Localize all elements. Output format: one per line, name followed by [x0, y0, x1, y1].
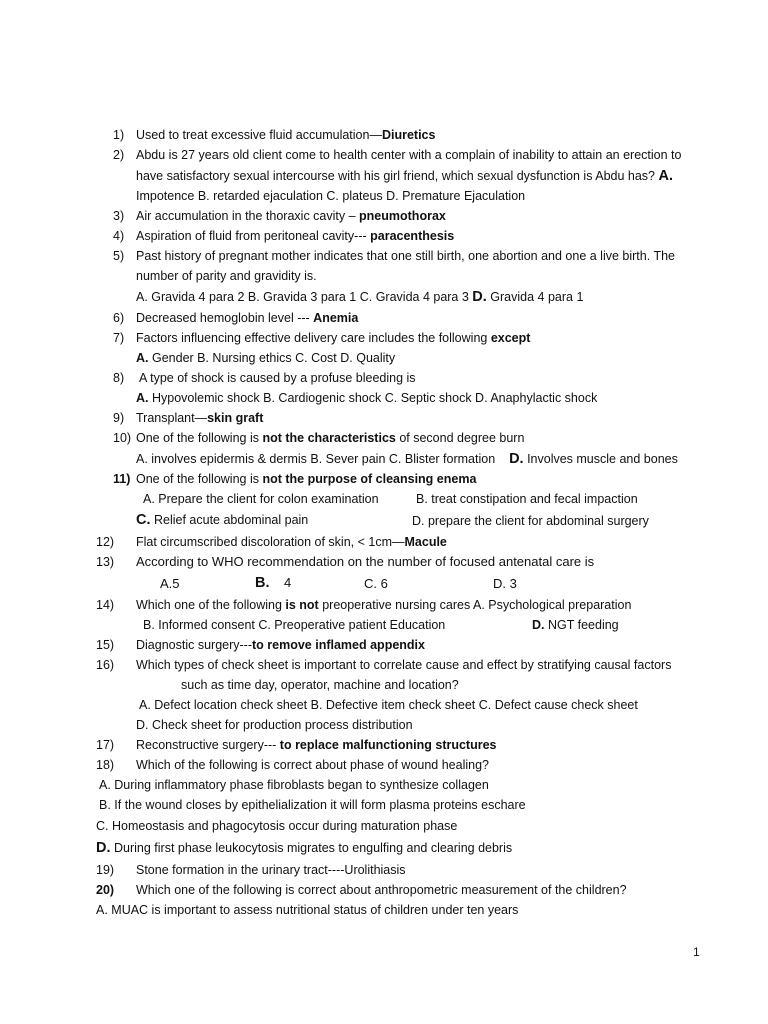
question-2-options: Impotence B. retarded ejaculation C. plateus D. Premature Ejaculation	[136, 189, 526, 203]
question-18-option-b: B. If the wound closes by epithelialization it will form plasma proteins eschare	[99, 798, 526, 812]
question-18-option-c: C. Homeostasis and phagocytosis occur during maturation phase	[96, 819, 458, 833]
question-19: Stone formation in the urinary tract----Urolithiasis	[136, 863, 406, 877]
answer: Anemia	[313, 311, 359, 325]
answer: Diuretics	[381, 128, 436, 142]
question-number: 19)	[96, 863, 115, 877]
question-16-option-d: D. Check sheet for production process distribution	[136, 718, 413, 732]
question-18-option-a: A. During inflammatory phase fibroblasts began to synthesize collagen	[99, 778, 489, 792]
question-1: Used to treat excessive fluid accumulation—Diuretics	[136, 128, 436, 142]
answer: paracenthesis	[370, 229, 455, 243]
question-number: 4)	[113, 229, 125, 243]
question-number: 2)	[113, 148, 125, 162]
question-13-option-a: A.5	[160, 576, 180, 591]
page-number: 1	[693, 945, 700, 959]
question-8: A type of shock is caused by a profuse bleeding is	[139, 371, 416, 385]
question-11-option-a: A. Prepare the client for colon examination	[143, 492, 379, 506]
question-5-line-1: Past history of pregnant mother indicates that one still birth, one abortion and one a live birth. The	[136, 249, 675, 263]
question-14: Which one of the following is not preoperative nursing cares A. Psychological preparation	[136, 598, 632, 612]
question-11-option-c: C. Relief acute abdominal pain	[136, 512, 309, 528]
answer: skin graft	[207, 411, 264, 425]
question-11-option-d: D. prepare the client for abdominal surgery	[412, 514, 649, 528]
question-3: Air accumulation in the thoraxic cavity – pneumothorax	[136, 209, 446, 223]
question-number: 12)	[96, 535, 115, 549]
question-14-option-d: D. NGT feeding	[532, 618, 619, 632]
question-18-option-d: D. During first phase leukocytosis migrates to engulfing and clearing debris	[96, 840, 513, 856]
question-11-option-b: B. treat constipation and fecal impaction	[416, 492, 638, 506]
question-number: 10)	[113, 431, 132, 445]
question-13-option-c: C. 6	[364, 576, 388, 591]
question-number: 6)	[113, 311, 125, 325]
question-8-options: A. Hypovolemic shock B. Cardiogenic shock C. Septic shock D. Anaphylactic shock	[136, 391, 598, 405]
question-number: 3)	[113, 209, 125, 223]
question-13-option-b: B. 4	[255, 575, 292, 591]
question-10: One of the following is not the characteristics of second degree burn	[136, 431, 525, 445]
question-7-options: A. Gender B. Nursing ethics C. Cost D. Quality	[136, 351, 396, 365]
question-2-line-1: Abdu is 27 years old client come to health center with a complain of inability to attain an erection to	[136, 148, 682, 162]
question-number: 7)	[113, 331, 125, 345]
question-16-line-2: such as time day, operator, machine and location?	[181, 678, 459, 692]
question-number: 20)	[96, 883, 115, 897]
question-6: Decreased hemoglobin level --- Anemia	[136, 311, 359, 325]
question-number: 15)	[96, 638, 115, 652]
answer: to remove inflamed appendix	[252, 638, 425, 652]
question-20: Which one of the following is correct about anthropometric measurement of the children?	[136, 883, 627, 897]
question-number: 14)	[96, 598, 115, 612]
answer-letter: B.	[255, 575, 270, 591]
answer-letter: D.	[472, 289, 487, 305]
question-13: According to WHO recommendation on the number of focused antenatal care is	[136, 554, 595, 569]
question-17: Reconstructive surgery--- to replace malfunctioning structures	[136, 738, 497, 752]
answer-letter: D.	[532, 618, 545, 632]
question-20-option-a: A. MUAC is important to assess nutritional status of children under ten years	[96, 903, 519, 917]
question-number: 8)	[113, 371, 125, 385]
answer-letter: A.	[658, 168, 673, 184]
question-9: Transplant—skin graft	[136, 411, 264, 425]
question-number: 1)	[113, 128, 125, 142]
question-number: 18)	[96, 758, 115, 772]
question-12: Flat circumscribed discoloration of skin, < 1cm—Macule	[136, 535, 447, 549]
question-5-line-2: number of parity and gravidity is.	[136, 269, 317, 283]
question-15: Diagnostic surgery---to remove inflamed appendix	[136, 638, 425, 652]
answer-letter: D.	[509, 451, 524, 467]
answer: Macule	[404, 535, 447, 549]
question-5-options: A. Gravida 4 para 2 B. Gravida 3 para 1 C. Gravida 4 para 3 D. Gravida 4 para 1	[136, 289, 584, 305]
answer: to replace malfunctioning structures	[279, 738, 497, 752]
question-4: Aspiration of fluid from peritoneal cavity--- paracenthesis	[136, 229, 455, 243]
answer-letter: D.	[96, 840, 111, 856]
question-10-options: A. involves epidermis & dermis B. Sever pain C. Blister formation D. Involves muscle and bones	[136, 451, 678, 467]
question-16-options: A. Defect location check sheet B. Defective item check sheet C. Defect cause check sheet	[139, 698, 638, 712]
question-16-line-1: Which types of check sheet is important to correlate cause and effect by stratifying causal factors	[136, 658, 672, 672]
question-18: Which of the following is correct about phase of wound healing?	[136, 758, 489, 772]
answer-letter: C.	[136, 512, 151, 528]
question-7: Factors influencing effective delivery care includes the following except	[136, 331, 531, 345]
question-13-option-d: D. 3	[493, 576, 517, 591]
question-number: 17)	[96, 738, 115, 752]
question-number: 9)	[113, 411, 125, 425]
question-number: 5)	[113, 249, 125, 263]
question-number: 16)	[96, 658, 115, 672]
question-2-line-2: have satisfactory sexual intercourse with his girl friend, which sexual dysfunction is Abdu has? A.	[136, 168, 673, 184]
answer: except	[490, 331, 531, 345]
question-number: 11)	[113, 472, 131, 486]
question-11: One of the following is not the purpose of cleansing enema	[136, 472, 477, 486]
question-14-options: B. Informed consent C. Preoperative patient Education	[143, 618, 446, 632]
question-number: 13)	[96, 555, 115, 569]
answer-letter: A.	[136, 391, 149, 405]
answer-letter: A.	[136, 351, 149, 365]
answer: pneumothorax	[359, 209, 446, 223]
